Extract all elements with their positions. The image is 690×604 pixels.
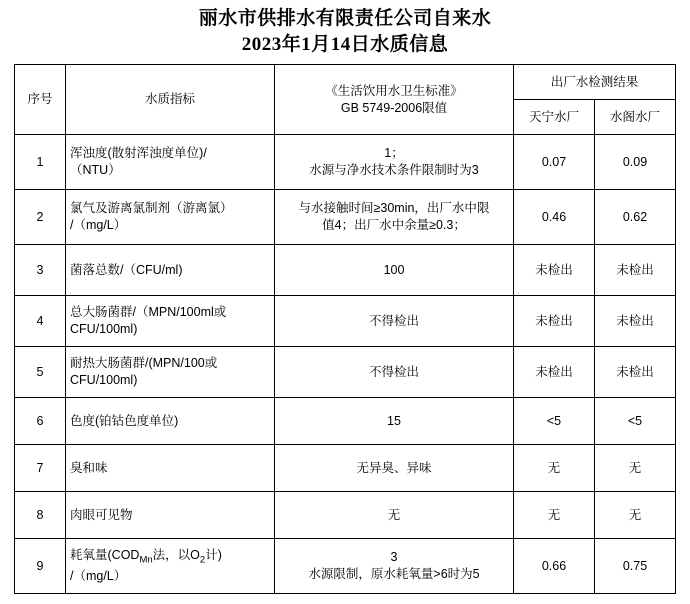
- row-seq: 2: [15, 190, 66, 245]
- row-standard: 与水接触时间≥30min，出厂水中限 值4；出厂水中余量≥0.3；: [275, 190, 514, 245]
- row-seq: 8: [15, 492, 66, 539]
- header-plant-2: 水阁水厂: [595, 100, 676, 135]
- row-value-plant-2: 未检出: [595, 245, 676, 296]
- row-value-plant-2: 无: [595, 445, 676, 492]
- row-seq: 7: [15, 445, 66, 492]
- table-header-row-1: [15, 65, 676, 100]
- row-value-plant-1: 未检出: [514, 245, 595, 296]
- header-standard-line-2: GB 5749-2006限值: [340, 100, 448, 115]
- header-indicator: 水质指标: [66, 65, 275, 135]
- row-value-plant-2: 未检出: [595, 347, 676, 398]
- row-value-plant-2: 0.75: [595, 539, 676, 594]
- row-indicator: 菌落总数/（CFU/ml): [66, 245, 275, 296]
- row-value-plant-1: 无: [514, 445, 595, 492]
- row-standard: 不得检出: [275, 296, 514, 347]
- row-value-plant-1: 未检出: [514, 296, 595, 347]
- row-indicator: 臭和味: [66, 445, 275, 492]
- row-indicator: 氯气及游离氯制剂（游离氯） /（mg/L）: [66, 190, 275, 245]
- row-indicator: 色度(铂钴色度单位): [66, 398, 275, 445]
- header-standard-line-1: 《生活饮用水卫生标准》: [325, 83, 463, 98]
- table-row: [15, 539, 676, 594]
- table-row: [15, 398, 676, 445]
- header-result-group: 出厂水检测结果: [514, 65, 676, 100]
- row-standard: 无: [275, 492, 514, 539]
- table-row: [15, 347, 676, 398]
- row-standard: 1； 水源与净水技术条件限制时为3: [275, 135, 514, 190]
- header-seq: 序号: [15, 65, 66, 135]
- table-row: [15, 492, 676, 539]
- row-value-plant-2: <5: [595, 398, 676, 445]
- row-seq: 9: [15, 539, 66, 594]
- title-line-1: 丽水市供排水有限责任公司自来水: [198, 8, 492, 29]
- row-standard: 15: [275, 398, 514, 445]
- row-seq: 5: [15, 347, 66, 398]
- row-value-plant-2: 未检出: [595, 296, 676, 347]
- row-indicator-line-cod: 耗氧量($COD_{Mn}$法，以$O_2$计): [70, 547, 222, 566]
- row-value-plant-1: 0.07: [514, 135, 595, 190]
- title-line-2: 2023年1月14日水质信息: [241, 34, 449, 55]
- header-plant-1: 天宁水厂: [514, 100, 595, 135]
- row-standard: 无异臭、异味: [275, 445, 514, 492]
- water-quality-table: [14, 64, 676, 594]
- row-indicator: 浑浊度(散射浑浊度单位)/ （NTU）: [66, 135, 275, 190]
- row-value-plant-2: 0.09: [595, 135, 676, 190]
- row-indicator: 总大肠菌群/（MPN/100ml或 CFU/100ml): [66, 296, 275, 347]
- row-indicator: 耗氧量($COD_{Mn}$法，以$O_2$计) /（mg/L）: [66, 539, 275, 594]
- row-seq: 4: [15, 296, 66, 347]
- document-title: [0, 0, 690, 58]
- row-standard: 3 水源限制，原水耗氧量>6时为5: [275, 539, 514, 594]
- row-value-plant-2: 0.62: [595, 190, 676, 245]
- table-row: [15, 245, 676, 296]
- row-seq: 1: [15, 135, 66, 190]
- row-indicator: 耐热大肠菌群/(MPN/100或 CFU/100ml): [66, 347, 275, 398]
- row-standard: 100: [275, 245, 514, 296]
- header-standard: [275, 65, 514, 135]
- row-standard: 不得检出: [275, 347, 514, 398]
- row-value-plant-2: 无: [595, 492, 676, 539]
- row-value-plant-1: 0.46: [514, 190, 595, 245]
- row-value-plant-1: 无: [514, 492, 595, 539]
- table-row: [15, 190, 676, 245]
- table-row: [15, 135, 676, 190]
- table-row: [15, 296, 676, 347]
- row-indicator: 肉眼可见物: [66, 492, 275, 539]
- row-value-plant-1: <5: [514, 398, 595, 445]
- row-value-plant-1: 0.66: [514, 539, 595, 594]
- row-seq: 3: [15, 245, 66, 296]
- row-seq: 6: [15, 398, 66, 445]
- row-value-plant-1: 未检出: [514, 347, 595, 398]
- table-row: [15, 445, 676, 492]
